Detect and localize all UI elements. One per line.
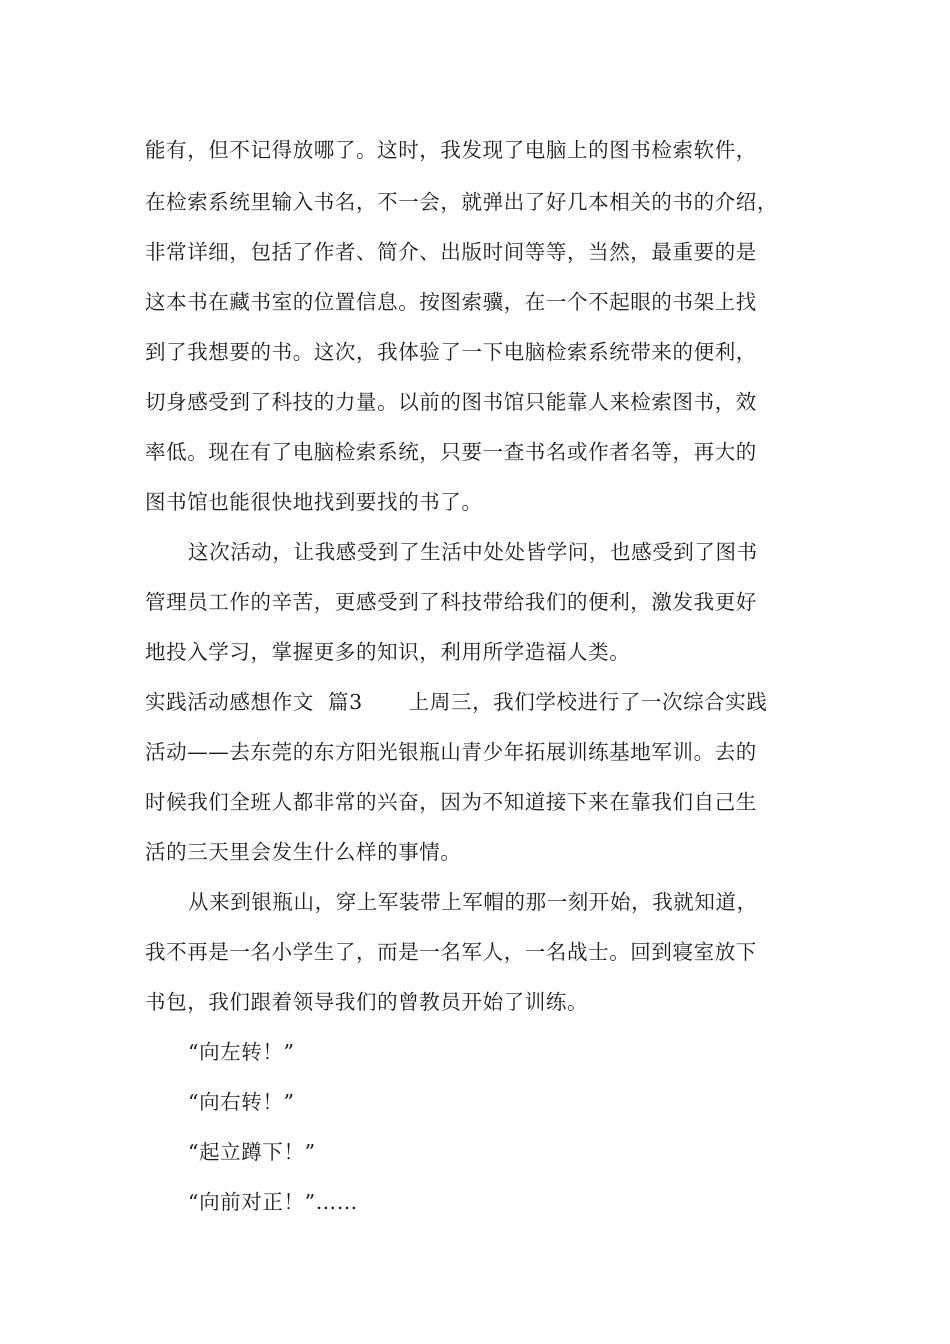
section-3-first-line	[145, 688, 767, 716]
paragraph-1-line-2: 在检索系统里输入书名，不一会，就弹出了好几本相关的书的介绍，	[145, 190, 778, 214]
paragraph-2-line-1: 这次活动，让我感受到了生活中处处皆学问，也感受到了图书	[188, 540, 758, 564]
paragraph-1-line-8: 图书馆也能很快地找到要找的书了。	[145, 490, 483, 514]
paragraph-4-line-3: 书包，我们跟着领导我们的曾教员开始了训练。	[145, 990, 589, 1014]
section-3-line-4: 活的三天里会发生什么样的事情。	[145, 840, 462, 864]
section-3-heading: 实践活动感想作文 篇3	[145, 690, 363, 714]
paragraph-1-line-1: 能有，但不记得放哪了。这时，我发现了电脑上的图书检索软件，	[145, 138, 757, 162]
paragraph-1-line-7: 率低。现在有了电脑检索系统，只要一查书名或作者名等，再大的	[145, 440, 757, 464]
command-turn-right: “向右转！”	[188, 1090, 295, 1114]
command-turn-left: “向左转！”	[188, 1040, 295, 1064]
command-align-front: “向前对正！”……	[188, 1190, 358, 1214]
paragraph-2-line-3: 地投入学习，掌握更多的知识，利用所学造福人类。	[145, 640, 631, 664]
section-3-line-2: 活动——去东莞的东方阳光银瓶山青少年拓展训练基地军训。去的	[145, 740, 757, 764]
paragraph-2-line-2: 管理员工作的辛苦，更感受到了科技带给我们的便利，激发我更好	[145, 590, 757, 614]
paragraph-1-line-4: 这本书在藏书室的位置信息。按图索骥，在一个不起眼的书架上找	[145, 290, 757, 314]
paragraph-4-line-2: 我不再是一名小学生了，而是一名军人，一名战士。回到寝室放下	[145, 940, 757, 964]
section-3-line-3: 时候我们全班人都非常的兴奋，因为不知道接下来在靠我们自己生	[145, 790, 757, 814]
paragraph-1-line-6: 切身感受到了科技的力量。以前的图书馆只能靠人来检索图书，效	[145, 390, 757, 414]
paragraph-1-line-5: 到了我想要的书。这次，我体验了一下电脑检索系统带来的便利，	[145, 340, 757, 364]
paragraph-4-line-1: 从来到银瓶山，穿上军装带上军帽的那一刻开始，我就知道，	[188, 890, 758, 914]
paragraph-1-line-3: 非常详细，包括了作者、简介、出版时间等等，当然，最重要的是	[145, 240, 757, 264]
command-stand-squat: “起立蹲下！”	[188, 1140, 316, 1164]
section-3-first-line-text: 上周三，我们学校进行了一次综合实践	[408, 690, 768, 714]
